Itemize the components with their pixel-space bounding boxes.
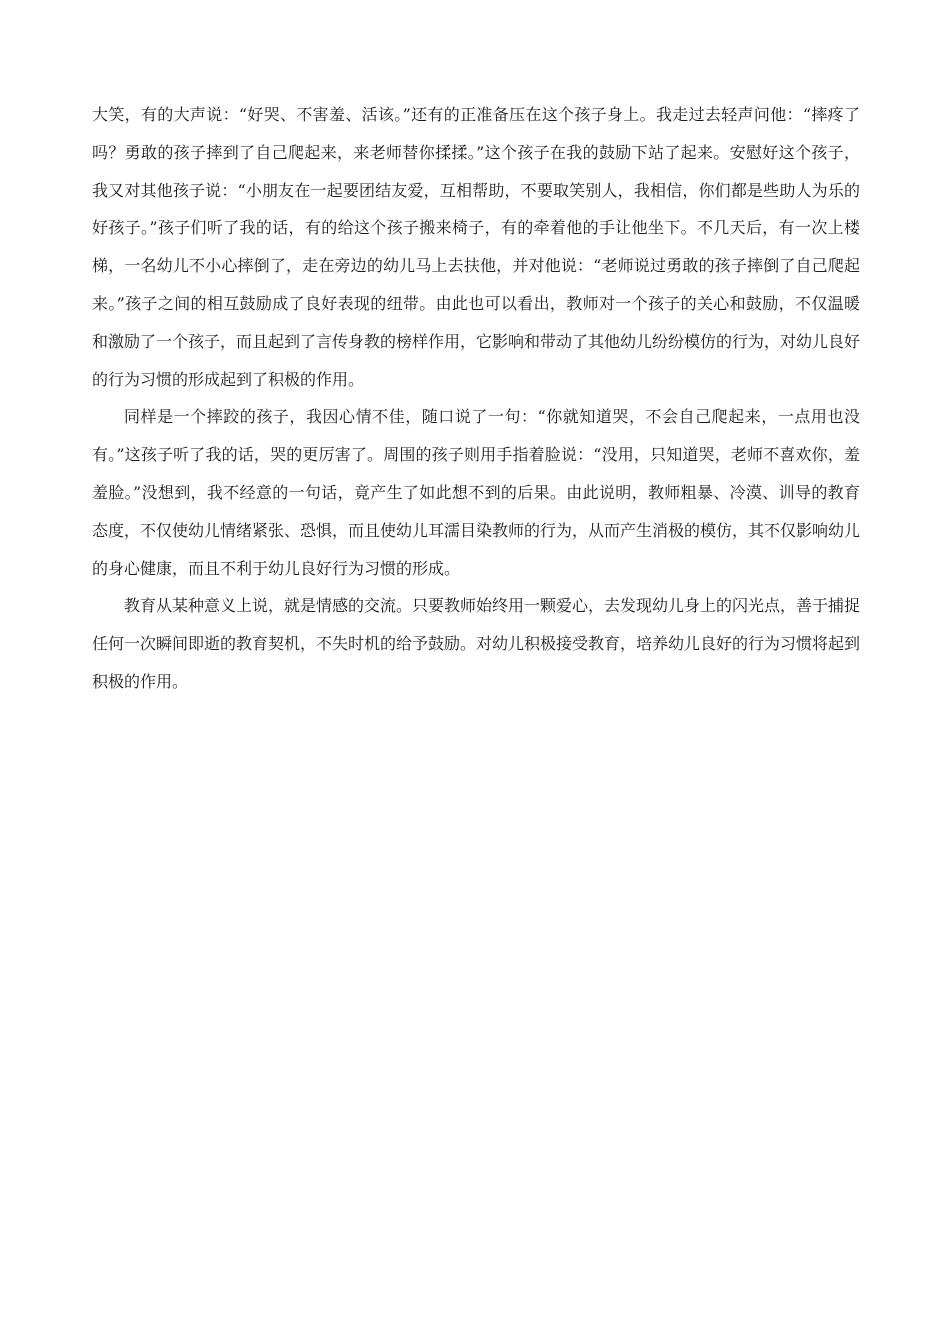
paragraph-1: 大笑，有的大声说：“好哭、不害羞、活该。”还有的正准备压在这个孩子身上。我走过去轻声问他：“摔疼了吗？勇敢的孩子摔到了自己爬起来，来老师替你揉揉。”这个孩子在我的鼓励下站了起来。安慰好这个孩子，我又对其他孩子说：“小朋友在一起要团结友爱，互相帮助，不要取笑别人，我相信，你们都是些助人为乐的好孩子。”孩子们听了我的话，有的给这个孩子搬来椅子，有的牵着他的手让他坐下。不几天后，有一次上楼梯，一名幼儿不小心摔倒了，走在旁边的幼儿马上去扶他，并对他说：“老师说过勇敢的孩子摔倒了自己爬起来。”孩子之间的相互鼓励成了良好表现的纽带。由此也可以看出，教师对一个孩子的关心和鼓励，不仅温暖和激励了一个孩子，而且起到了言传身教的榜样作用，它影响和带动了其他幼儿纷纷模仿的行为，对幼儿良好的行为习惯的形成起到了积极的作用。	[92, 105, 861, 389]
document-body	[92, 96, 860, 701]
paragraph-3: 教育从某种意义上说，就是情感的交流。只要教师始终用一颗爱心，去发现幼儿身上的闪光点，善于捕捉任何一次瞬间即逝的教育契机，不失时机的给予鼓励。对幼儿积极接受教育，培养幼儿良好的行为习惯将起到积极的作用。	[92, 596, 861, 691]
paragraph-2: 同样是一个摔跤的孩子，我因心情不佳，随口说了一句：“你就知道哭，不会自己爬起来，一点用也没有。”这孩子听了我的话，哭的更厉害了。周围的孩子则用手指着脸说：“没用，只知道哭，老师不喜欢你，羞羞脸。”没想到，我不经意的一句话，竟产生了如此想不到的后果。由此说明，教师粗暴、冷漠、训导的教育态度，不仅使幼儿情绪紧张、恐惧，而且使幼儿耳濡目染教师的行为，从而产生消极的模仿，其不仅影响幼儿的身心健康，而且不利于幼儿良好行为习惯的形成。	[92, 407, 861, 578]
